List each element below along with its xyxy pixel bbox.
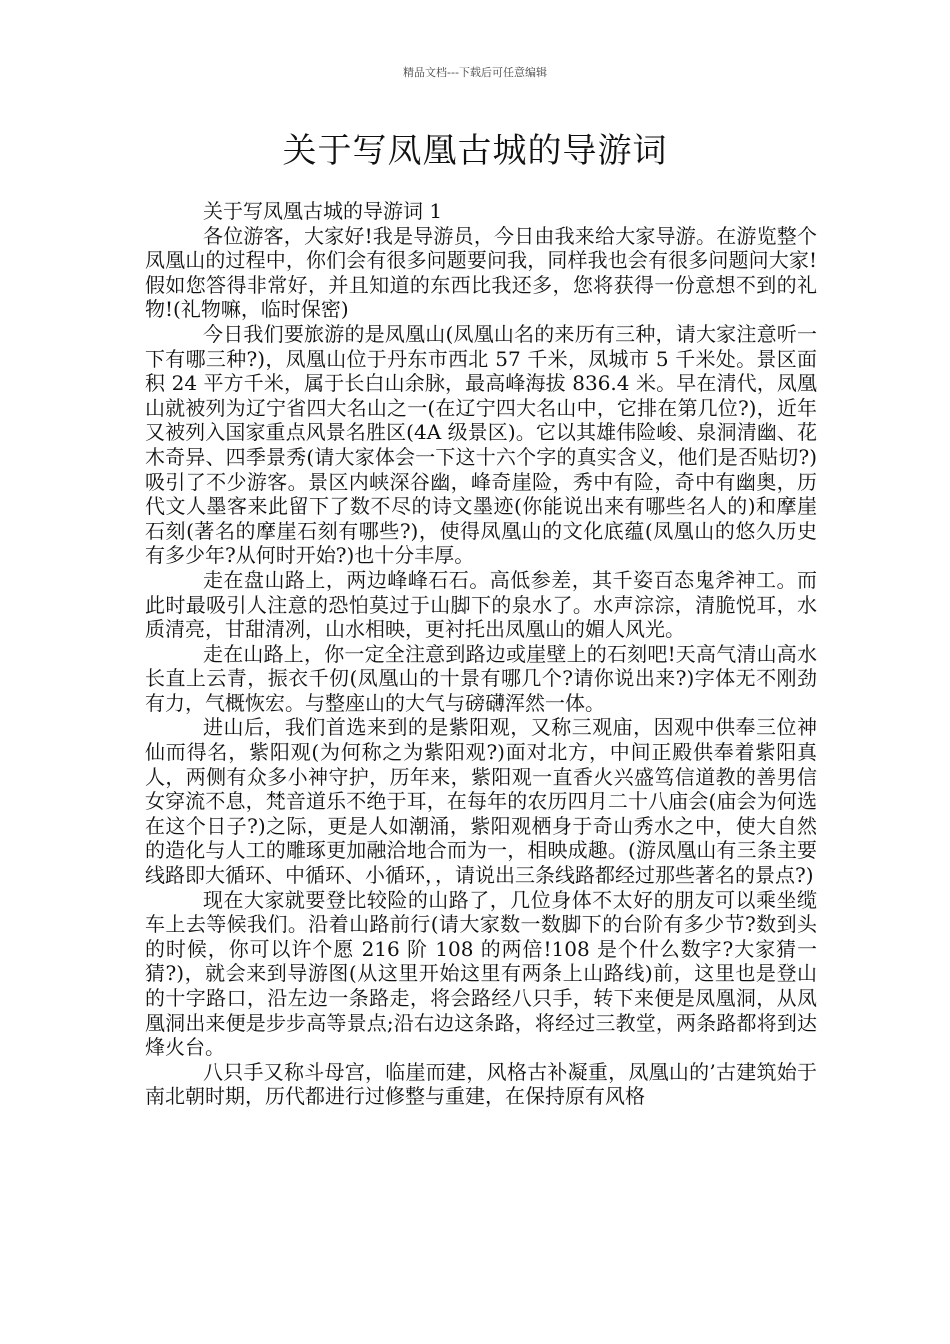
document-body	[145, 199, 817, 1109]
paragraph: 走在山路上，你一定全注意到路边或崖壁上的石刻吧!天高气清山高水长直上云青，振衣千仞(凤凰山的十景有哪几个?请你说出来?)字体无不刚劲有力，气概恢宏。与整座山的大气与磅礴浑然一体。	[145, 641, 817, 715]
paragraph: 现在大家就要登比较险的山路了，几位身体不太好的朋友可以乘坐缆车上去等候我们。沿着山路前行(请大家数一数脚下的台阶有多少节?数到头的时候，你可以许个愿 216 阶 108 的两倍!108 是个什么数字?大家猜一猜?)，就会来到导游图(从这里开始这里有两条上山路线)前，这里也是登山的十字路口，沿左边一条路走，将会路经八只手，转下来便是凤凰洞，从凤凰洞出来便是步步高等景点;沿右边这条路，将经过三教堂，两条路都将到达烽火台。	[145, 887, 817, 1060]
paragraph: 各位游客，大家好!我是导游员，今日由我来给大家导游。在游览整个凤凰山的过程中，你们会有很多问题要问我，同样我也会有很多问题问大家!假如您答得非常好，并且知道的东西比我还多，您将获得一份意想不到的礼物!(礼物嘛，临时保密)	[145, 223, 817, 322]
paragraph: 走在盘山路上，两边峰峰石石。高低参差，其千姿百态鬼斧神工。而此时最吸引人注意的恐怕莫过于山脚下的泉水了。水声淙淙，清脆悦耳，水质清亮，甘甜清冽，山水相映，更衬托出凤凰山的媚人风光。	[145, 567, 817, 642]
document-subtitle: 关于写凤凰古城的导游词 1	[203, 199, 443, 223]
page-header: 精品文档---下载后可任意编辑	[403, 66, 547, 79]
document-title: 关于写凤凰古城的导游词	[282, 131, 668, 171]
paragraph: 进山后，我们首选来到的是紫阳观，又称三观庙，因观中供奉三位神仙而得名，紫阳观(为何称之为紫阳观?)面对北方，中间正殿供奉着紫阳真人，两侧有众多小神守护，历年来，紫阳观一直香火兴盛笃信道教的善男信女穿流不息，梵音道乐不绝于耳，在每年的农历四月二十八庙会(庙会为何选在这个日子?)之际，更是人如潮涌，紫阳观栖身于奇山秀水之中，使大自然的造化与人工的雕琢更加融洽地合而为一，相映成趣。(游凤凰山有三条主要线路即大循环、中循环、小循环，，请说出三条线路都经过那些著名的景点?)	[145, 715, 817, 888]
paragraph: 今日我们要旅游的是凤凰山(凤凰山名的来历有三种，请大家注意听一下有哪三种?)，凤凰山位于丹东市西北 57 千米，凤城市 5 千米处。景区面积 24 平方千米，属于长白山余脉，最高峰海拔 836.4 米。早在清代，凤凰山就被列为辽宁省四大名山之一(在辽宁四大名山中，它排在第几位?)，近年又被列入国家重点风景名胜区(4A 级景区)。它以其雄伟险峻、泉洞清幽、花木奇异、四季景秀(请大家体会一下这十六个字的真实含义，他们是否贴切?)吸引了不少游客。景区内峡深谷幽，峰奇崖险，秀中有险，奇中有幽奥，历代文人墨客来此留下了数不尽的诗文墨迹(你能说出来有哪些名人的)和摩崖石刻(著名的摩崖石刻有哪些?)，使得凤凰山的文化底蕴(凤凰山的悠久历史有多少年?从何时开始?)也十分丰厚。	[145, 321, 817, 568]
paragraph: 八只手又称斗母宫，临崖而建，风格古补凝重，凤凰山的’古建筑始于南北朝时期，历代都进行过修整与重建，在保持原有风格	[145, 1059, 817, 1109]
